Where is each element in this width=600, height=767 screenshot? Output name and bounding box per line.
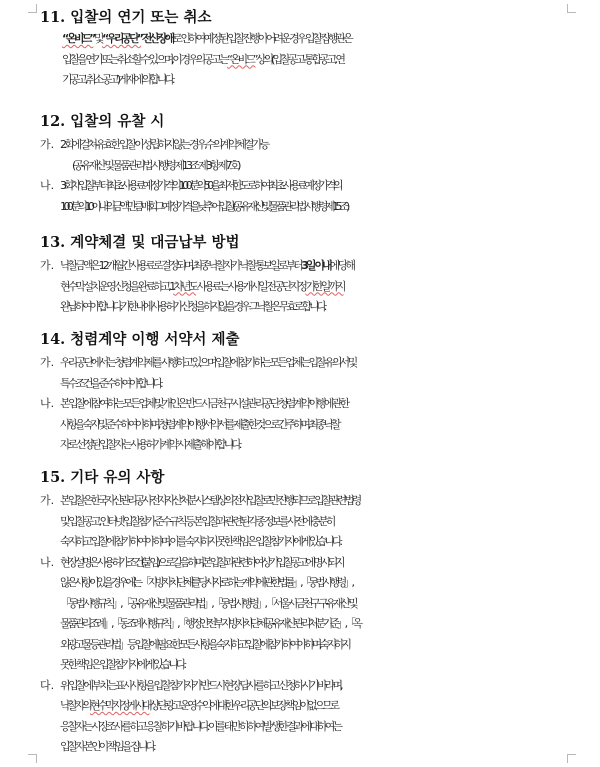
section-12-heading: 12. 입찰의 유찰 시 <box>40 113 165 130</box>
line-text: 완납하여야 합니다. 기한 내에 사용허가 신청을 하지 않을 경우 그 낙찰은 무효로 합니다. <box>60 300 325 313</box>
section-11-paragraph <box>40 29 572 91</box>
line-text: 않은 사항이 있을 경우에는 「지방자치단체를 당사자로 하는 계약에 관한 법률」,「동법시행령」, <box>60 576 352 589</box>
line-text: 입찰자 본인이 책임을 집니다. <box>60 740 154 753</box>
line-text: 「동법시행규칙」, 「공유재산 및 물품관리법」, 「동법시행령」, 「서울시 금천구 구유재산 및 <box>60 596 356 610</box>
section-15-item-da <box>40 676 572 758</box>
line-text: 응찰자는 시장조사를 하고 응찰하기 바랍니다. 이를 태만히 하여 발생한 결과에 대하여는 <box>60 719 340 733</box>
line-text: 본 입찰에 참여하는 모든 업체 및 개인은 반드시 금천구시설관리공단 청렴계약이행에 관한 <box>60 397 348 410</box>
item-marker: 나. <box>40 397 55 410</box>
line-text: 상단광고 운영수익에 대한 우리공단의 보장책임이 없으므로 <box>149 699 337 712</box>
page-corner-mark <box>28 754 37 763</box>
section-15 <box>40 468 572 758</box>
section-11 <box>40 8 572 91</box>
line <box>60 277 572 298</box>
page-corner-mark <box>28 4 37 13</box>
section-13-heading: 13. 계약체결 및 대금납부 방법 <box>40 234 240 251</box>
section-15-item-na <box>40 553 572 676</box>
spellcheck-word: 차년도 <box>173 279 197 293</box>
section-11-line-2 <box>62 50 572 71</box>
section-14-item-ga <box>40 353 572 394</box>
line-text: 외광고물 등 관리법」 등 입찰에 필요한 모든 사항을 숙지하고 입찰에 참가하여야 하며, 숙지하지 <box>60 637 349 651</box>
section-12-item-na <box>40 176 572 217</box>
line-text: 물품관리조례」, 「동 조례 시행규칙」, 「행정안전부 지방자치단체 공유재산 관리처분 기준」,「옥 <box>60 617 360 630</box>
line-text: 본 입찰은 한국자산관리공사 전자자산처분시스템상의 전자입찰로만 진행되므로 입찰관련 법령 <box>60 494 360 507</box>
conjunction: 및 <box>93 32 102 45</box>
section-14-item-na <box>40 394 572 456</box>
spellcheck-word: 현수막지정게시대 <box>90 699 150 712</box>
line-text: 및 입찰공고, 인터넷 입찰참가 준수규칙 등 본 입찰과 관련된 각종 정보를 사전에 충분히 <box>60 514 334 528</box>
item-marker: 나. <box>40 555 55 569</box>
item-marker: 가. <box>40 356 55 369</box>
line-text: 현장설명은 사용허가 조건(붙임)으로 갈음하며, 본 입찰과 관련하여 상기 입찰공고에 명시되지 <box>60 555 343 569</box>
section-11-line-1 <box>62 29 572 50</box>
law-reference: (공유재산 및 물품관리법 시행령 제13조 제3항 제7호) <box>72 158 239 172</box>
line-text: 사용료는 사용개시일 전 공단지정 <box>196 279 306 293</box>
line-text: 에 당해 <box>329 259 353 272</box>
line-text: 2회에 걸쳐 유효한 입찰이 성립하지 않는 경우, 수의계약 체결 가능 <box>60 138 268 151</box>
line-text: 특수조건을 준수하여야 합니다. <box>60 376 161 390</box>
line-text: 상의(입찰공고-통합공고, 연 <box>255 52 344 66</box>
onbid-quote: “온비드” <box>62 32 94 45</box>
line-text: 입찰을 연기 또는 취소할 수 있으며, 이 경우의 공고는 <box>62 52 228 66</box>
line-text: 못한 책임은 입찰참가자에게 있습니다. <box>60 658 185 671</box>
item-marker: 나. <box>40 179 55 192</box>
section-14 <box>40 330 572 456</box>
line-text: 낙찰금액은 12개월간 사용료로 결정되며, 최종 낙찰자가 낙찰 통보일로부터 <box>60 259 302 272</box>
line-text: 100분의 10 이내의 금액만큼 매회 그 예정가격을 낮추어 입찰(공유재산 및 물품관리법 시행령 제15조) <box>60 199 347 213</box>
item-marker: 가. <box>40 138 55 151</box>
item-marker: 가. <box>40 494 55 507</box>
section-13-item-ga <box>40 256 572 318</box>
section-11-heading: 11. 입찰의 연기 또는 취소 <box>40 9 212 26</box>
spellcheck-word: 기한일까지 <box>305 279 344 293</box>
line-text: 3회차 입찰부터 최초 사용료 예정가격의 100분의 50을 최저한도로 하여 최초 사용료 예정가격의 <box>60 179 341 192</box>
onbid-quote: “온비드” <box>227 52 256 66</box>
line <box>60 696 572 717</box>
section-11-line-3: 기공고, 취소 공고)게재에 의합니다. <box>62 73 173 86</box>
line-text: 숙지하고 입찰에 참가하여야 하며, 이를 숙지하지 못한 책임은 입찰참가자에게 있습니다. <box>60 535 340 548</box>
section-13 <box>40 233 572 318</box>
line-text: 사항을 숙지 및 준수하여야 하며, 청렴계약이행서약서를 제출한 것으로 간주하며, 최종 낙찰 <box>60 417 339 431</box>
outage-text: 전산장애 <box>140 32 173 45</box>
section-12-item-ga <box>40 135 572 176</box>
item-marker: 가. <box>40 259 55 272</box>
line-text: 우리 공단에서는 청렴계약제를 시행하고 있으며 입찰에 참가하는 모든 업체는 입찰 유의서 및 <box>60 356 356 369</box>
line-text: 로 인하여 예정된 입찰진행이 어려운 경우 입찰집행관은 <box>172 32 351 45</box>
line-text: 위 입찰에 부치는 표시사항을 입찰 참가자가 반드시 현장 답사를 하고 신청하시기 바라며, <box>60 678 341 692</box>
line <box>60 256 572 277</box>
section-15-heading: 15. 기타 유의 사항 <box>40 469 165 486</box>
deadline-text: 3일 이내 <box>301 259 330 272</box>
line-text: 자로 선정된 입찰자는 사용허가 계약 시 제출해야 합니다. <box>60 438 240 451</box>
section-12 <box>40 112 572 217</box>
item-marker: 다. <box>40 678 55 692</box>
uri-gongdan-quote: “우리공단” <box>101 32 141 45</box>
line-text: 현수막 설치운영 신청을 완료하고, 1 <box>60 279 174 293</box>
section-15-item-ga <box>40 491 572 553</box>
section-14-heading: 14. 청렴계약 이행 서약서 제출 <box>40 331 240 348</box>
line-text: 낙찰자의 <box>60 699 91 712</box>
